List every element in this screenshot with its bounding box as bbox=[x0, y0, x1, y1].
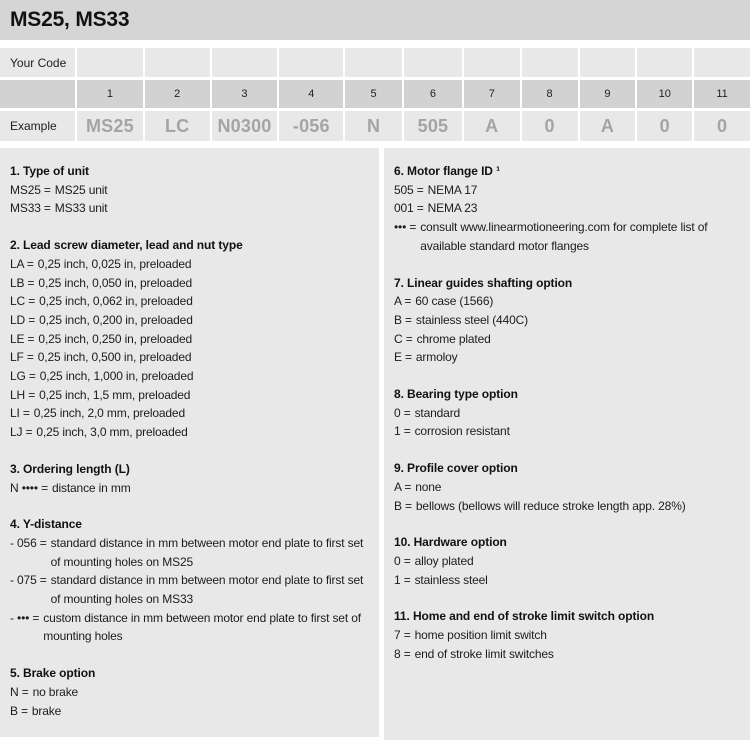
spec-section bbox=[394, 385, 742, 441]
section-heading: 5. Brake option bbox=[10, 666, 96, 681]
spec-item-desc: stainless steel bbox=[414, 572, 488, 587]
section-heading: 3. Ordering length (L) bbox=[10, 461, 130, 476]
spec-item-desc: MS25 unit bbox=[54, 182, 108, 197]
spec-item-code: LA = bbox=[10, 256, 34, 271]
spec-item bbox=[10, 255, 371, 274]
spec-section bbox=[394, 274, 742, 368]
spec-section bbox=[10, 236, 371, 442]
spec-item bbox=[394, 626, 742, 645]
spec-section bbox=[394, 607, 742, 663]
column-number: 2 bbox=[145, 80, 210, 108]
column-number: 3 bbox=[212, 80, 278, 108]
spec-item-desc: no brake bbox=[32, 684, 79, 699]
spec-item-code: LE = bbox=[10, 331, 35, 346]
spec-item-code: 8 = bbox=[394, 646, 411, 661]
spec-item bbox=[10, 199, 371, 218]
column-number-spacer bbox=[0, 80, 75, 108]
section-heading: 1. Type of unit bbox=[10, 164, 89, 178]
section-heading: 9. Profile cover option bbox=[394, 461, 518, 476]
spec-item bbox=[10, 386, 371, 405]
example-value: MS25 bbox=[77, 111, 143, 141]
column-number: 6 bbox=[404, 80, 462, 108]
spec-item bbox=[10, 479, 371, 498]
spec-item-code: 0 = bbox=[394, 553, 411, 568]
your-code-write-in-cell bbox=[212, 48, 278, 77]
your-code-write-in-cell bbox=[279, 48, 343, 77]
spec-item bbox=[10, 404, 371, 423]
spec-item-desc: 0,25 inch, 1,000 in, preloaded bbox=[39, 369, 194, 384]
example-value: 505 bbox=[404, 111, 462, 141]
spec-item bbox=[10, 609, 371, 646]
spec-item bbox=[394, 404, 742, 423]
example-value: 0 bbox=[694, 111, 750, 141]
section-heading: 2. Lead screw diameter, lead and nut type bbox=[10, 238, 243, 253]
page-title: MS25, MS33 bbox=[10, 8, 130, 31]
spec-item-desc: NEMA 17 bbox=[427, 182, 478, 197]
spec-item-code: 1 = bbox=[394, 572, 411, 587]
spec-item-code: 001 = bbox=[394, 201, 424, 216]
column-number: 5 bbox=[345, 80, 402, 108]
spec-item-desc: 0,25 inch, 0,200 in, preloaded bbox=[39, 312, 193, 327]
spec-item-code: - 075 = bbox=[10, 573, 47, 588]
spec-item-code: - ••• = bbox=[10, 610, 40, 625]
spec-item bbox=[10, 274, 371, 293]
spec-item bbox=[394, 199, 742, 218]
section-heading: 10. Hardware option bbox=[394, 535, 507, 550]
spec-item-code: E = bbox=[394, 350, 412, 365]
spec-section bbox=[10, 515, 371, 646]
example-value: 0 bbox=[522, 111, 578, 141]
spec-item bbox=[10, 181, 371, 200]
example-value: N0300 bbox=[212, 111, 278, 141]
spec-item-code: N •••• = bbox=[10, 480, 48, 495]
spec-item-code: N = bbox=[10, 684, 29, 699]
section-heading: 11. Home and end of stroke limit switch option bbox=[394, 609, 655, 624]
example-value: LC bbox=[145, 111, 210, 141]
spec-item-code: ••• = bbox=[394, 220, 417, 235]
spec-section bbox=[10, 162, 371, 218]
spec-item-code: - 056 = bbox=[10, 535, 47, 550]
spec-item-desc: 0,25 inch, 0,062 in, preloaded bbox=[39, 294, 193, 309]
your-code-write-in-cell bbox=[464, 48, 520, 77]
your-code-write-in-cell bbox=[77, 48, 143, 77]
spec-item bbox=[10, 571, 371, 608]
spec-item-desc: standard distance in mm between motor end plate to first set of mounting holes on MS25 bbox=[50, 535, 364, 569]
spec-item bbox=[394, 422, 742, 441]
spec-item-code: LG = bbox=[10, 369, 36, 384]
spec-item bbox=[10, 534, 371, 571]
spec-section bbox=[394, 459, 742, 515]
spec-section bbox=[394, 533, 742, 589]
column-number: 7 bbox=[464, 80, 520, 108]
spec-item-code: 7 = bbox=[394, 628, 411, 643]
spec-item bbox=[10, 423, 371, 442]
spec-item-desc: 0,25 inch, 1,5 mm, preloaded bbox=[39, 387, 191, 402]
spec-item bbox=[394, 552, 742, 571]
spec-item bbox=[394, 478, 742, 497]
spec-item-desc: alloy plated bbox=[414, 553, 474, 568]
spec-item-desc: 0,25 inch, 0,050 in, preloaded bbox=[38, 275, 193, 290]
example-value: 0 bbox=[637, 111, 692, 141]
spec-item-code: 1 = bbox=[394, 424, 411, 439]
spec-item-code: LC = bbox=[10, 294, 36, 309]
spec-item-desc: 0,25 inch, 2,0 mm, preloaded bbox=[33, 406, 185, 421]
spec-item bbox=[10, 683, 371, 702]
spec-item bbox=[394, 645, 742, 664]
spec-item bbox=[394, 218, 742, 255]
page-title-bar bbox=[0, 0, 750, 40]
your-code-write-in-cell bbox=[637, 48, 692, 77]
your-code-write-in-cell bbox=[345, 48, 402, 77]
your-code-write-in-cell bbox=[694, 48, 750, 77]
your-code-write-in-cell bbox=[580, 48, 636, 77]
spec-item-desc: 0,25 inch, 0,025 in, preloaded bbox=[37, 256, 192, 271]
example-value: A bbox=[464, 111, 520, 141]
example-value: A bbox=[580, 111, 636, 141]
example-label: Example bbox=[0, 111, 75, 141]
column-number: 4 bbox=[279, 80, 343, 108]
column-number: 10 bbox=[637, 80, 692, 108]
spec-item-code: A = bbox=[394, 294, 412, 309]
your-code-write-in-cell bbox=[145, 48, 210, 77]
section-heading: 4. Y-distance bbox=[10, 517, 82, 532]
spec-section bbox=[10, 460, 371, 497]
spec-item bbox=[10, 311, 371, 330]
spec-item bbox=[394, 311, 742, 330]
spec-item-desc: chrome plated bbox=[416, 331, 491, 346]
column-number: 11 bbox=[694, 80, 750, 108]
spec-panel-left bbox=[0, 148, 379, 737]
spec-item-code: C = bbox=[394, 331, 413, 346]
your-code-label: Your Code bbox=[0, 48, 75, 77]
spec-item-desc: home position limit switch bbox=[414, 628, 547, 643]
spec-item bbox=[394, 348, 742, 367]
spec-section bbox=[394, 162, 742, 256]
column-number: 8 bbox=[522, 80, 578, 108]
spec-item-desc: 0,25 inch, 3,0 mm, preloaded bbox=[36, 425, 188, 440]
spec-item-code: 505 = bbox=[394, 182, 424, 197]
spec-item-desc: 0,25 inch, 0,500 in, preloaded bbox=[37, 350, 192, 365]
spec-item bbox=[10, 292, 371, 311]
spec-item-code: MS33 = bbox=[10, 201, 51, 216]
spec-item-code: LI = bbox=[10, 406, 30, 421]
spec-item-desc: custom distance in mm between motor end plate to first set of mounting holes bbox=[43, 610, 361, 644]
spec-item-desc: armoloy bbox=[415, 350, 458, 365]
spec-panels bbox=[0, 148, 750, 740]
spec-item-code: B = bbox=[394, 498, 412, 513]
spec-item bbox=[394, 181, 742, 200]
section-heading: 8. Bearing type option bbox=[394, 387, 518, 402]
spec-item-desc: bellows (bellows will reduce stroke length app. 28%) bbox=[415, 498, 686, 513]
spec-item-desc: distance in mm bbox=[51, 480, 131, 495]
spec-item-desc: consult www.linearmotioneering.com for complete list of available standard motor flanges bbox=[420, 220, 708, 253]
spec-item-code: LF = bbox=[10, 350, 34, 365]
example-value: -056 bbox=[279, 111, 343, 141]
column-number: 9 bbox=[580, 80, 636, 108]
column-number: 1 bbox=[77, 80, 143, 108]
your-code-write-in-cell bbox=[522, 48, 578, 77]
spec-item-desc: standard distance in mm between motor end plate to first set of mounting holes on MS33 bbox=[50, 573, 364, 607]
spec-item-desc: 0,25 inch, 0,250 in, preloaded bbox=[38, 331, 193, 346]
spec-item-desc: end of stroke limit switches bbox=[414, 646, 554, 661]
spec-item-code: B = bbox=[10, 703, 28, 718]
spec-item-code: A = bbox=[394, 479, 412, 494]
spec-item-desc: MS33 unit bbox=[54, 201, 108, 216]
spec-item bbox=[10, 702, 371, 721]
spec-item bbox=[10, 348, 371, 367]
spec-item-desc: NEMA 23 bbox=[427, 201, 478, 216]
spec-item-code: 0 = bbox=[394, 405, 411, 420]
spec-item-code: LB = bbox=[10, 275, 35, 290]
spec-item-code: LH = bbox=[10, 387, 36, 402]
spec-item-desc: 60 case (1566) bbox=[415, 294, 494, 309]
spec-item bbox=[394, 571, 742, 590]
spec-item bbox=[10, 367, 371, 386]
your-code-write-in-cell bbox=[404, 48, 462, 77]
spec-section bbox=[10, 664, 371, 720]
spec-item-desc: standard bbox=[414, 405, 461, 420]
spec-item bbox=[394, 497, 742, 516]
section-heading: 6. Motor flange ID ¹ bbox=[394, 164, 501, 178]
spec-item-code: B = bbox=[394, 312, 412, 327]
spec-item-code: LJ = bbox=[10, 425, 33, 440]
spec-panel-right bbox=[384, 148, 750, 740]
spec-item-desc: stainless steel (440C) bbox=[415, 312, 528, 327]
spec-item bbox=[394, 292, 742, 311]
ordering-code-table bbox=[0, 48, 750, 141]
spec-item bbox=[394, 330, 742, 349]
spec-item-desc: none bbox=[415, 479, 442, 494]
spec-item bbox=[10, 330, 371, 349]
spec-item-desc: corrosion resistant bbox=[414, 424, 510, 439]
example-value: N bbox=[345, 111, 402, 141]
spec-item-code: MS25 = bbox=[10, 182, 51, 197]
spec-item-code: LD = bbox=[10, 312, 36, 327]
spec-item-desc: brake bbox=[31, 703, 62, 718]
section-heading: 7. Linear guides shafting option bbox=[394, 275, 573, 290]
